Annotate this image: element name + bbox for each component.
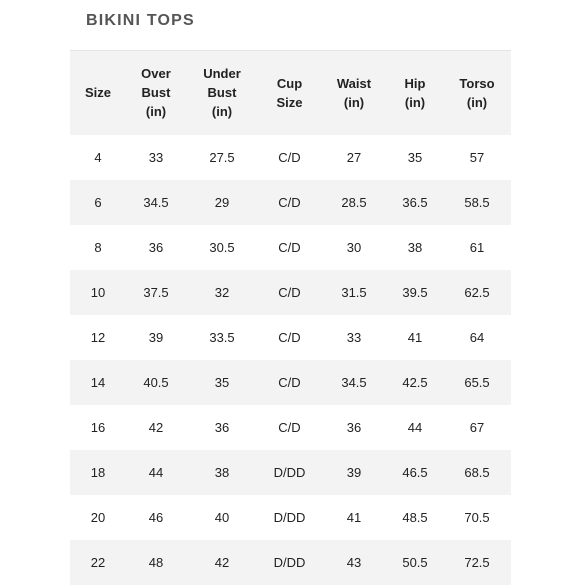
column-header-line: Under: [203, 66, 241, 82]
table-cell: 61: [469, 239, 485, 255]
table-row: [70, 225, 511, 270]
table-cell: C/D: [278, 329, 301, 345]
table-cell: 20: [90, 509, 106, 525]
table-cell: 30: [346, 239, 362, 255]
table-row: [70, 270, 511, 315]
table-cell: 34.5: [143, 194, 169, 210]
column-header-line: Over: [141, 66, 171, 82]
table-cell: 33: [346, 329, 362, 345]
size-table: [70, 50, 511, 585]
table-cell: 46.5: [402, 464, 428, 480]
table-cell: 70.5: [464, 509, 490, 525]
table-cell: 48: [148, 554, 164, 570]
table-cell: C/D: [278, 239, 301, 255]
table-row: [70, 540, 511, 585]
column-header-line: Cup: [276, 75, 303, 91]
column-header: [321, 51, 387, 135]
table-cell: 41: [407, 329, 423, 345]
table-cell: 46: [148, 509, 164, 525]
column-header: [126, 51, 186, 135]
table-cell: 10: [90, 284, 106, 300]
table-cell: 62.5: [464, 284, 490, 300]
table-row: [70, 135, 511, 180]
table-cell: 58.5: [464, 194, 490, 210]
table-cell: 14: [90, 374, 106, 390]
table-row: [70, 450, 511, 495]
table-cell: 35: [214, 374, 230, 390]
column-header-line: Size: [84, 85, 111, 101]
table-cell: 29: [214, 194, 230, 210]
table-cell: 6: [94, 194, 102, 210]
column-header-line: (in): [145, 104, 167, 120]
table-cell: C/D: [278, 194, 301, 210]
table-cell: 42: [214, 554, 230, 570]
table-cell: 72.5: [464, 554, 490, 570]
table-cell: 32: [214, 284, 230, 300]
table-cell: D/DD: [273, 464, 306, 480]
table-cell: 18: [90, 464, 106, 480]
column-header-line: Bust: [207, 85, 237, 101]
table-cell: 40: [214, 509, 230, 525]
table-cell: C/D: [278, 419, 301, 435]
size-chart: [70, 50, 511, 585]
table-cell: 27.5: [209, 149, 235, 165]
table-cell: 43: [346, 554, 362, 570]
table-cell: C/D: [278, 284, 301, 300]
table-cell: 42.5: [402, 374, 428, 390]
table-row: [70, 315, 511, 360]
table-cell: 36.5: [402, 194, 428, 210]
column-header: [186, 51, 258, 135]
table-cell: 28.5: [341, 194, 367, 210]
table-cell: 64: [469, 329, 485, 345]
table-cell: 34.5: [341, 374, 367, 390]
table-row: [70, 180, 511, 225]
column-header-line: (in): [211, 104, 233, 120]
table-cell: 68.5: [464, 464, 490, 480]
table-cell: 35: [407, 149, 423, 165]
table-cell: 8: [94, 239, 102, 255]
table-body: [70, 135, 511, 585]
table-cell: 44: [148, 464, 164, 480]
table-cell: 36: [148, 239, 164, 255]
table-cell: 40.5: [143, 374, 169, 390]
table-cell: 57: [469, 149, 485, 165]
table-cell: 39: [148, 329, 164, 345]
column-header-line: (in): [466, 94, 488, 110]
column-header: [443, 51, 511, 135]
table-cell: 37.5: [143, 284, 169, 300]
table-cell: 30.5: [209, 239, 235, 255]
column-header: [258, 51, 321, 135]
table-cell: 39: [346, 464, 362, 480]
table-cell: 42: [148, 419, 164, 435]
table-cell: 4: [94, 149, 102, 165]
table-cell: 48.5: [402, 509, 428, 525]
table-cell: 50.5: [402, 554, 428, 570]
table-cell: 27: [346, 149, 362, 165]
table-cell: 16: [90, 419, 106, 435]
page-title: BIKINI TOPS: [86, 12, 195, 29]
column-header-line: Torso: [459, 75, 495, 91]
table-cell: D/DD: [273, 509, 306, 525]
table-cell: 33.5: [209, 329, 235, 345]
column-header: [70, 51, 126, 135]
table-cell: D/DD: [273, 554, 306, 570]
table-cell: C/D: [278, 149, 301, 165]
column-header-line: Size: [276, 94, 303, 110]
table-row: [70, 495, 511, 540]
table-cell: 44: [407, 419, 423, 435]
table-cell: 22: [90, 554, 106, 570]
column-header: [387, 51, 443, 135]
column-header-line: Hip: [404, 75, 426, 91]
table-cell: 31.5: [341, 284, 367, 300]
table-cell: C/D: [278, 374, 301, 390]
table-header-row: [70, 51, 511, 135]
table-cell: 39.5: [402, 284, 428, 300]
table-cell: 67: [469, 419, 485, 435]
table-cell: 38: [214, 464, 230, 480]
column-header-line: Bust: [141, 85, 171, 101]
column-header-line: (in): [343, 94, 365, 110]
table-cell: 36: [214, 419, 230, 435]
table-cell: 12: [90, 329, 106, 345]
column-header-line: Waist: [336, 75, 372, 91]
table-cell: 36: [346, 419, 362, 435]
table-cell: 65.5: [464, 374, 490, 390]
column-header-line: (in): [404, 94, 426, 110]
table-cell: 33: [148, 149, 164, 165]
table-cell: 38: [407, 239, 423, 255]
table-row: [70, 360, 511, 405]
table-cell: 41: [346, 509, 362, 525]
table-row: [70, 405, 511, 450]
